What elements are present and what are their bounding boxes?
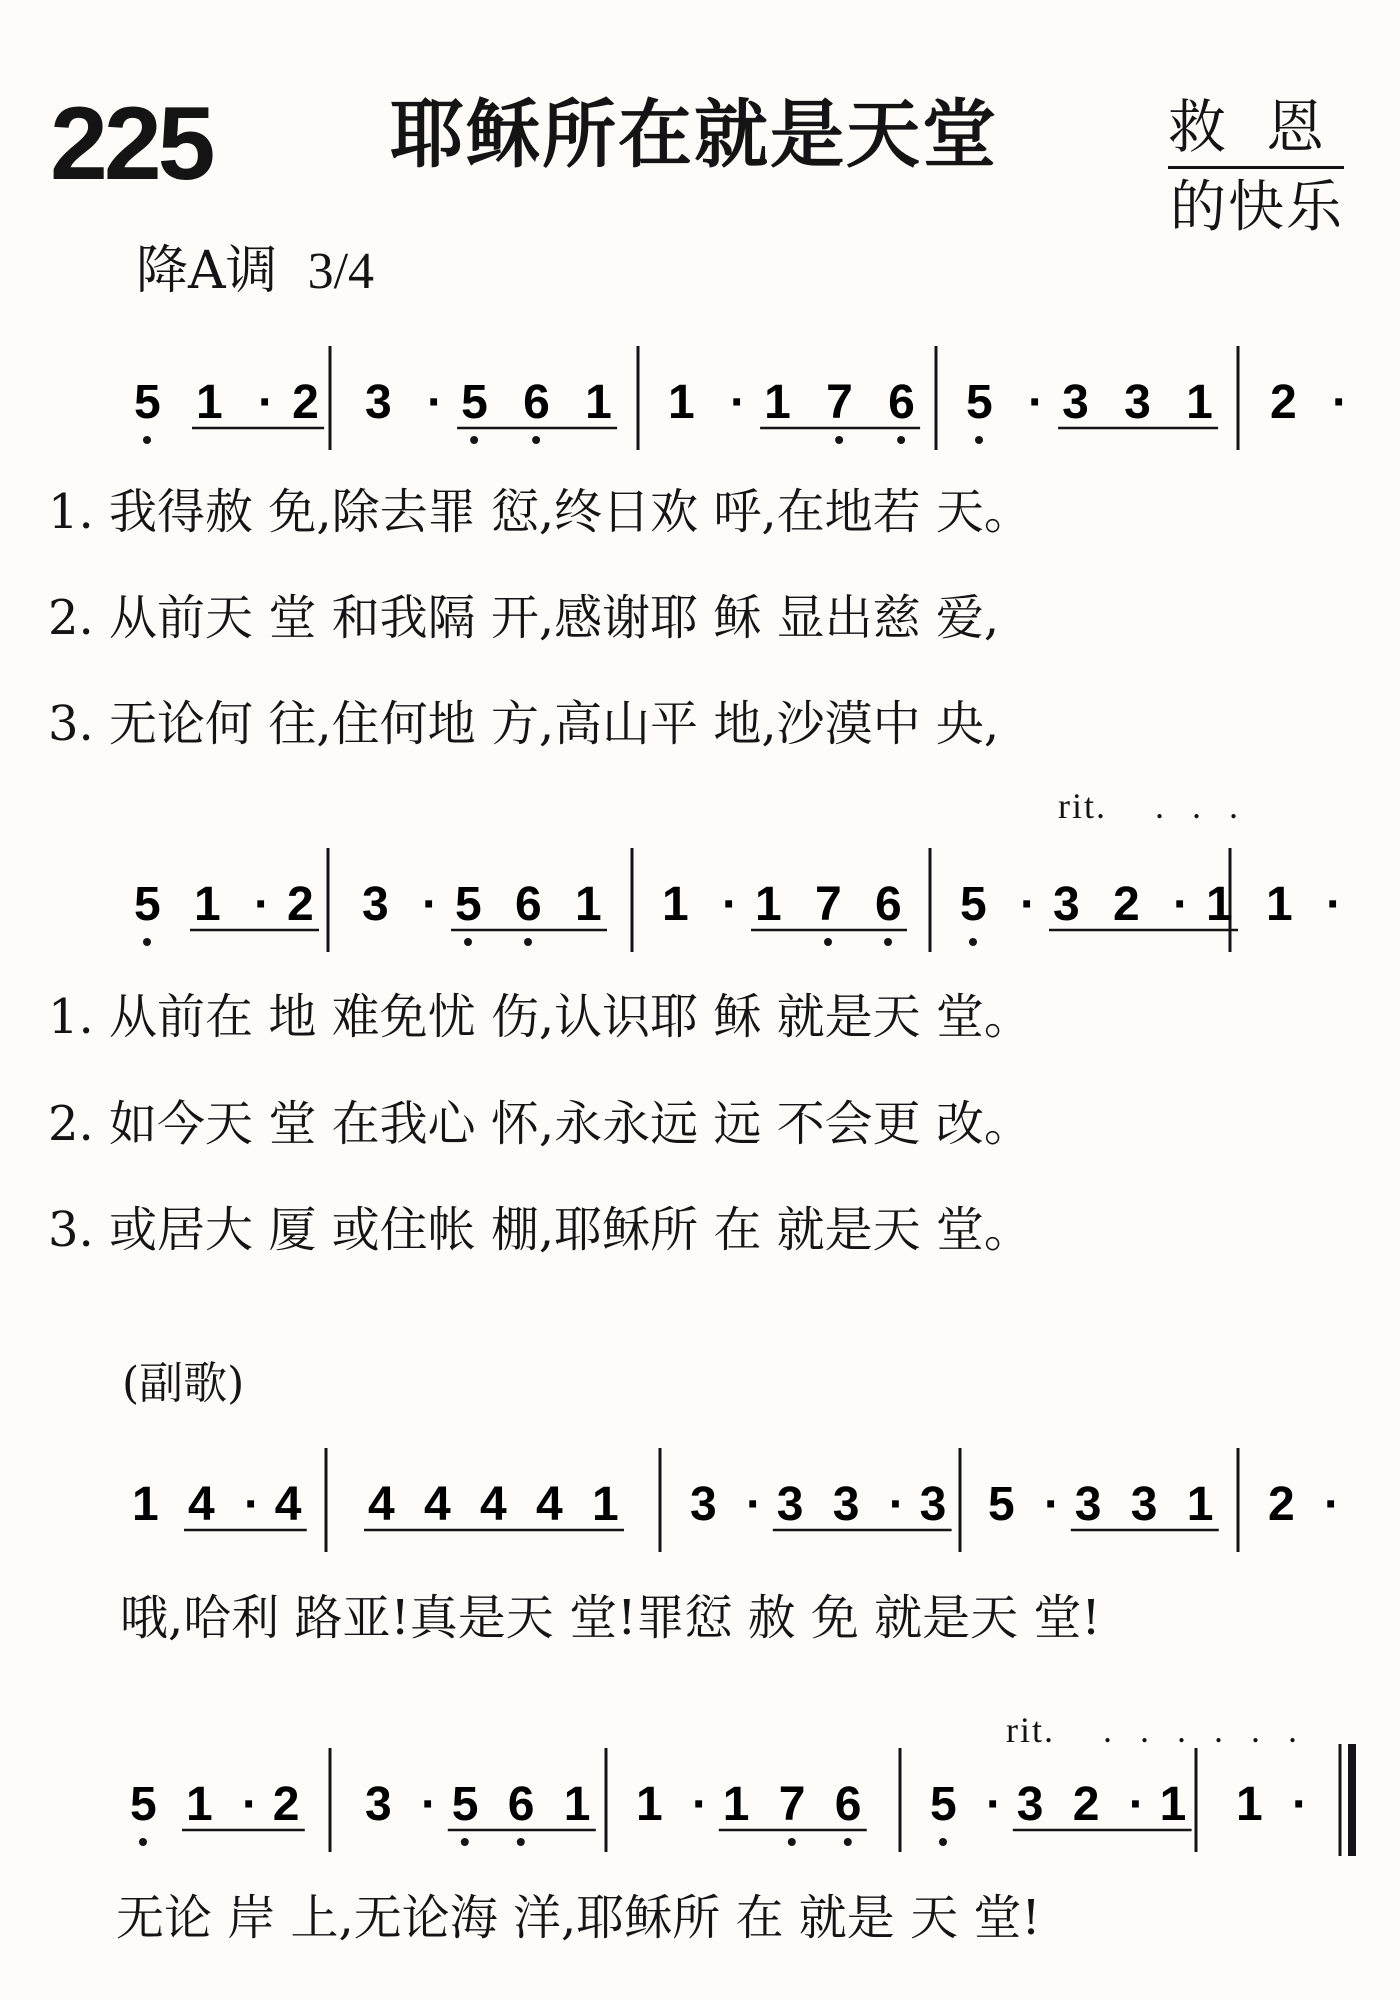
duration-dot: · (1044, 1478, 1060, 1531)
duration-dot: · (746, 1478, 762, 1531)
lyric-line-3-1: 哦,哈利 路亚!真是天 堂!罪愆 赦 免 就是天 堂! (120, 1590, 1101, 1646)
category-bottom: 的快乐 (1170, 175, 1344, 240)
duration-dot: · (1128, 1778, 1145, 1831)
note: 2 (1270, 376, 1297, 429)
note: 1 (722, 1778, 750, 1831)
note: 5 (455, 878, 482, 931)
low-octave-dot (461, 1838, 469, 1846)
rit-marking-2: rit. ...... (1006, 1710, 1325, 1750)
note: 1 (662, 878, 689, 931)
low-octave-dot (143, 938, 151, 946)
low-octave-dot (884, 938, 892, 946)
low-octave-dot (464, 938, 472, 946)
low-octave-dot (824, 938, 832, 946)
note: 6 (507, 1778, 535, 1831)
note: 1 (668, 376, 695, 429)
note: 7 (815, 878, 842, 931)
note: 1 (194, 878, 221, 931)
duration-dot: · (692, 1778, 708, 1831)
note: 6 (515, 878, 542, 931)
note: 1 (1186, 1478, 1214, 1531)
note: 4 (368, 1478, 395, 1531)
note: 2 (287, 878, 314, 931)
note: 4 (536, 1478, 563, 1531)
note: 1 (196, 376, 223, 429)
note: 2 (1268, 1478, 1295, 1531)
note: 1 (575, 878, 602, 931)
note: 3 (832, 1478, 860, 1531)
note: 2 (292, 376, 319, 429)
note: 5 (134, 376, 161, 429)
low-octave-dot (470, 436, 478, 444)
key-name: 降A调 (136, 241, 278, 301)
lyric-line-2-1: 1. 从前在 地 难免忧 伤,认识耶 稣 就是天 堂。 (48, 989, 1032, 1045)
note: 3 (362, 878, 389, 931)
note: 1 (592, 1478, 619, 1531)
chorus-label: (副歌) (122, 1358, 245, 1409)
low-octave-dot (524, 938, 532, 946)
note: 3 (1124, 376, 1151, 429)
note: 3 (690, 1478, 717, 1531)
note: 1 (764, 376, 791, 429)
hymn-title: 耶稣所在就是天堂 (390, 92, 998, 178)
note: 1 (186, 1778, 213, 1831)
note: 5 (451, 1778, 479, 1831)
low-octave-dot (844, 1838, 852, 1846)
duration-dot: · (242, 1778, 258, 1831)
note: 3 (365, 1778, 392, 1831)
note: 7 (778, 1778, 806, 1831)
low-octave-dot (532, 436, 540, 444)
note: 4 (274, 1478, 302, 1531)
low-octave-dot (143, 436, 151, 444)
note: 3 (1062, 376, 1089, 429)
note: 5 (134, 878, 161, 931)
note: 1 (1206, 878, 1233, 931)
note: 3 (919, 1478, 947, 1531)
duration-dot: · (1028, 376, 1044, 429)
lyric-line-2-3: 3. 或居大 厦 或住帐 棚,耶稣所 在 就是天 堂。 (48, 1202, 1032, 1258)
duration-dot: · (1324, 1478, 1340, 1531)
note: 4 (480, 1478, 507, 1531)
duration-dot: · (254, 878, 270, 931)
low-octave-dot (788, 1838, 796, 1846)
duration-dot: · (1332, 376, 1348, 429)
note: 3 (1074, 1478, 1102, 1531)
note: 3 (1130, 1478, 1158, 1531)
note: 3 (1016, 1778, 1044, 1831)
duration-dot: · (730, 376, 746, 429)
lyric-line-4-1: 无论 岸 上,无论海 洋,耶稣所 在 就是 天 堂! (116, 1890, 1041, 1946)
note: 3 (776, 1478, 804, 1531)
note: 2 (272, 1778, 300, 1831)
note: 1 (1186, 376, 1213, 429)
note: 4 (188, 1478, 215, 1531)
low-octave-dot (835, 436, 843, 444)
note: 6 (523, 376, 550, 429)
duration-dot: · (986, 1778, 1002, 1831)
note: 6 (834, 1778, 862, 1831)
duration-dot: · (1020, 878, 1036, 931)
time-signature: 3/4 (307, 243, 375, 300)
note: 5 (988, 1478, 1015, 1531)
low-octave-dot (975, 436, 983, 444)
duration-dot: · (421, 1778, 437, 1831)
note: 2 (1113, 878, 1140, 931)
note: 5 (461, 376, 488, 429)
note: 4 (424, 1478, 451, 1531)
lyric-line-1-2: 2. 从前天 堂 和我隔 开,感谢耶 稣 显出慈 爱, (48, 590, 1000, 646)
lyric-line-1-1: 1. 我得赦 免,除去罪 愆,终日欢 呼,在地若 天。 (48, 484, 1032, 540)
note: 3 (365, 376, 392, 429)
note: 1 (563, 1778, 591, 1831)
note: 1 (755, 878, 782, 931)
duration-dot: · (1292, 1778, 1308, 1831)
note: 5 (966, 376, 993, 429)
note: 1 (132, 1478, 159, 1531)
note: 1 (1159, 1778, 1187, 1831)
duration-dot: · (1173, 878, 1189, 931)
low-octave-dot (939, 1838, 947, 1846)
duration-dot: · (722, 878, 738, 931)
lyric-line-2-2: 2. 如今天 堂 在我心 怀,永永远 远 不会更 改。 (48, 1096, 1032, 1152)
category-top: 救恩 (1168, 93, 1365, 161)
duration-dot: · (888, 1478, 905, 1531)
note: 1 (636, 1778, 663, 1831)
duration-dot: · (258, 376, 274, 429)
note: 5 (960, 878, 987, 931)
note: 3 (1053, 878, 1080, 931)
low-octave-dot (517, 1838, 525, 1846)
note: 2 (1072, 1778, 1100, 1831)
low-octave-dot (969, 938, 977, 946)
duration-dot: · (422, 878, 438, 931)
note: 5 (930, 1778, 957, 1831)
note: 7 (826, 376, 853, 429)
note: 5 (130, 1778, 157, 1831)
low-octave-dot (139, 1838, 147, 1846)
note: 1 (1266, 878, 1293, 931)
note: 6 (875, 878, 902, 931)
duration-dot: · (1326, 878, 1342, 931)
note: 6 (888, 376, 915, 429)
rit-marking-1: rit. ... (1058, 786, 1266, 826)
hymn-number: 225 (50, 86, 212, 202)
duration-dot: · (244, 1478, 260, 1531)
note: 1 (585, 376, 612, 429)
low-octave-dot (897, 436, 905, 444)
lyric-line-1-3: 3. 无论何 往,住何地 方,高山平 地,沙漠中 央, (48, 696, 1000, 752)
duration-dot: · (427, 376, 443, 429)
note: 1 (1236, 1778, 1263, 1831)
